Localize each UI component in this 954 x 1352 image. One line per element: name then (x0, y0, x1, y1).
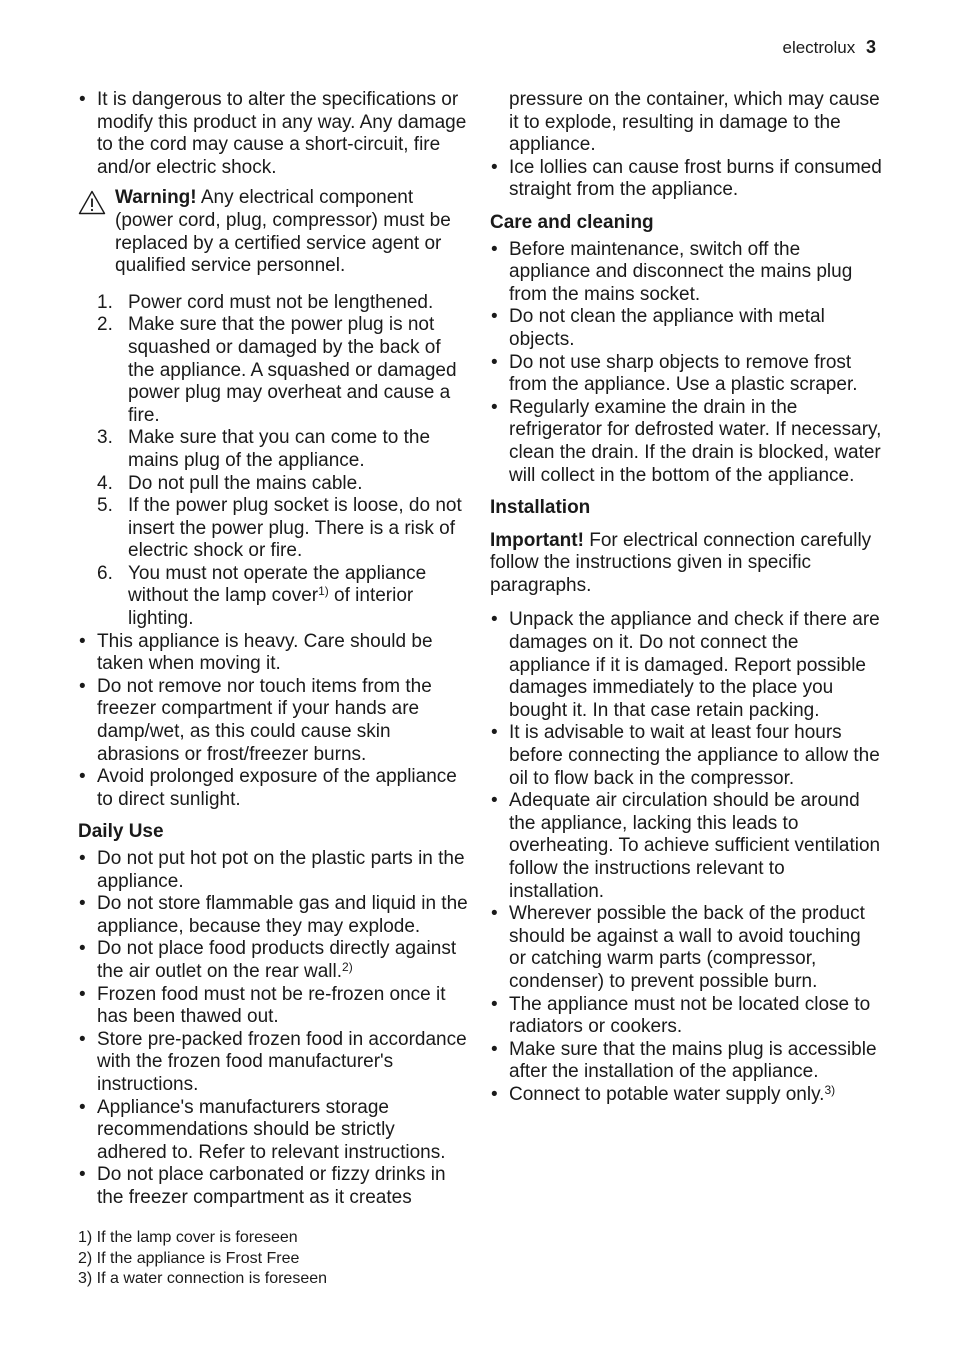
list-item: • Do not remove nor touch items from the freezer compartment if your hands are damp/wet, as this could cause skin abrasions or frost/freezer burns. (78, 676, 468, 766)
item-number: 1. (97, 291, 113, 313)
list-item: • It is dangerous to alter the specifications or modify this product in any way. Any damage to the cord may cause a short-circuit, fire and/or electric shock. (78, 89, 468, 179)
warning-label: Warning! (115, 187, 197, 209)
footnote-ref: 1) (318, 584, 329, 599)
list-item (78, 292, 468, 315)
item-text: Power cord must not be lengthened. (128, 291, 434, 313)
brand-name: electrolux (782, 38, 856, 57)
important-text: For electrical connection carefully follow the instructions given in specific paragraphs. (490, 529, 872, 596)
left-column (78, 89, 468, 1210)
list-item: • Do not clean the appliance with metal objects. (490, 306, 882, 351)
list-item: • Appliance's manufacturers storage recommendations should be strictly adhered to. Refer to relevant instructions. (78, 1097, 468, 1165)
footnote: 1) If the lamp cover is foreseen (78, 1229, 298, 1246)
list-item (78, 563, 468, 631)
list-item: • Do not use sharp objects to remove frost from the appliance. Use a plastic scraper. (490, 352, 882, 397)
item-text: Do not place food products directly against the air outlet on the rear wall. (97, 938, 457, 982)
footnote: 2) If the appliance is Frost Free (78, 1249, 300, 1267)
list-item: • Adequate air circulation should be around the appliance, lacking this leads to overheating. To achieve sufficient ventilation follow the instructions relevant to installation. (490, 790, 882, 903)
item-text: Do not pull the mains cable. (128, 472, 363, 494)
right-column (490, 89, 882, 1107)
safety-bullets (78, 631, 468, 812)
list-item (78, 427, 468, 472)
list-item: • Make sure that the mains plug is accessible after the installation of the appliance. (490, 1039, 882, 1084)
list-item: • Do not store flammable gas and liquid in the appliance, because they may explode. (78, 893, 468, 938)
item-text: You must not operate the appliance without the lamp cover (128, 562, 427, 607)
list-item: • Wherever possible the back of the product should be against a wall to avoid touching or catching warm parts (compressor, condenser) to prevent possible burn. (490, 903, 882, 993)
list-item: • Do not put hot pot on the plastic parts in the appliance. (78, 848, 468, 893)
page-number: 3 (865, 37, 876, 57)
footnote-ref: 2) (342, 959, 353, 974)
care-list (490, 239, 882, 488)
daily-use-heading: Daily Use (78, 821, 164, 843)
list-item (78, 938, 468, 983)
warning-block (78, 187, 468, 277)
item-text: Make sure that the power plug is not squashed or damaged by the back of the appliance. A squashed or damaged power plug may overheat and cause a fire. (128, 314, 457, 426)
page-header (782, 36, 876, 59)
care-cleaning-heading: Care and cleaning (490, 211, 654, 233)
list-item: • This appliance is heavy. Care should be taken when moving it. (78, 631, 468, 676)
item-text: Connect to potable water supply only. (509, 1083, 825, 1105)
important-note (490, 530, 882, 598)
item-number: 5. (97, 495, 113, 517)
item-number: 4. (97, 472, 113, 494)
list-item: • Before maintenance, switch off the appliance and disconnect the mains plug from the mains socket. (490, 239, 882, 307)
list-item: • Unpack the appliance and check if there are damages on it. Do not connect the appliance if it is damaged. Report possible damages immediately to the place you bought it. In that case retain packing. (490, 609, 882, 722)
item-text: of interior lighting. (128, 585, 414, 630)
warning-text: Any electrical component (power cord, plug, compressor) must be replaced by a certified service agent or qualified service personnel. (115, 187, 451, 277)
footnote-ref: 3) (824, 1082, 836, 1097)
list-item: • Avoid prolonged exposure of the appliance to direct sunlight. (78, 766, 468, 811)
list-item: • Ice lollies can cause frost burns if consumed straight from the appliance. (490, 157, 882, 202)
list-item (490, 1084, 882, 1107)
list-item: • Regularly examine the drain in the refrigerator for defrosted water. If necessary, clean the drain. If the drain is blocked, water will collect in the bottom of the appliance. (490, 397, 882, 487)
footnotes (78, 1228, 478, 1290)
continued-text: pressure on the container, which may cause it to explode, resulting in damage to the appliance. (509, 89, 880, 156)
list-item: • Store pre-packed frozen food in accordance with the frozen food manufacturer's instructions. (78, 1029, 468, 1097)
list-item (78, 495, 468, 563)
daily-use-continued (490, 89, 882, 202)
item-text: If the power plug socket is loose, do not insert the power plug. There is a risk of electric shock or fire. (128, 495, 462, 562)
warning-triangle-icon (78, 190, 106, 215)
list-item: • It is advisable to wait at least four hours before connecting the appliance to allow the oil to flow back in the compressor. (490, 722, 882, 790)
installation-heading: Installation (490, 497, 591, 519)
important-label: Important! (490, 529, 584, 551)
item-number: 2. (97, 314, 113, 336)
item-number: 6. (97, 562, 113, 584)
installation-list (490, 609, 882, 1106)
daily-use-list (78, 848, 468, 1210)
list-item (78, 314, 468, 427)
list-item: • Do not place carbonated or fizzy drinks in the freezer compartment as it creates (78, 1164, 468, 1209)
list-item (78, 473, 468, 496)
list-item: • The appliance must not be located close to radiators or cookers. (490, 994, 882, 1039)
item-number: 3. (97, 427, 113, 449)
safety-bullets (78, 89, 468, 179)
footnote: 3) If a water connection is foreseen (78, 1270, 328, 1287)
list-item: • Frozen food must not be re-frozen once it has been thawed out. (78, 984, 468, 1029)
item-text: Make sure that you can come to the mains plug of the appliance. (128, 427, 431, 471)
numbered-list (78, 292, 468, 631)
